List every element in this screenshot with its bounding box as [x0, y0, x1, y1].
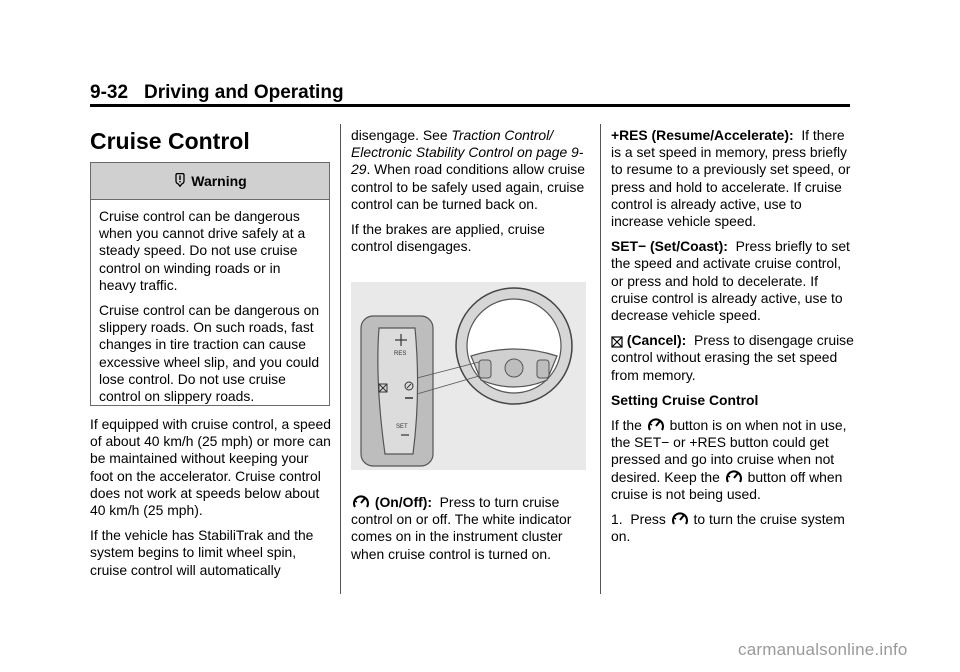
setting-text-c: button off when cruise is not being used. — [611, 468, 843, 502]
res-label: RES — [394, 351, 407, 357]
column-divider-1 — [340, 124, 341, 594]
setting-text-a: If the — [611, 417, 642, 434]
page-title: Cruise Control — [90, 128, 250, 154]
set-paragraph — [611, 238, 855, 324]
step-text-b: to turn the cruise system on. — [611, 511, 845, 545]
cruise-control-figure — [351, 282, 586, 470]
stabilitrak-paragraph: If the vehicle has StabiliTrak and the system begins to limit wheel spin, cruise control will automatically — [90, 527, 314, 578]
cruise-onoff-icon — [351, 494, 371, 510]
page-header — [90, 82, 344, 104]
warning-label: Warning — [191, 173, 247, 189]
warning-body — [91, 200, 329, 405]
res-label-text: +RES (Resume/Accelerate): — [611, 127, 794, 143]
warning-header — [91, 163, 329, 200]
setting-paragraph — [611, 417, 855, 503]
traction-control-link[interactable]: Traction Control/ Electronic Stability Control on page 9-29 — [351, 127, 584, 178]
onoff-label: (On/Off): — [374, 494, 432, 510]
res-paragraph — [611, 127, 855, 230]
intro-paragraph: If equipped with cruise control, a speed of about 40 km/h (25 mph) or more can be maintained without keeping your foot on the accelerator. Cruise control does not work at speeds below about 40 km/h (25 mph). — [90, 416, 331, 519]
cancel-icon — [611, 336, 623, 348]
set-text: Press briefly to set the speed and activate cruise control, or press and hold to decelerate. If cruise control is already active, use to decrease vehicle speed. — [611, 238, 850, 324]
disengage-paragraph — [351, 127, 589, 213]
step-1 — [611, 511, 855, 545]
onoff-text: Press to turn cruise control on or off. The white indicator comes on in the instrument cluster when cruise control is turned on. — [351, 494, 572, 562]
set-label-text: SET− (Set/Coast): — [611, 238, 728, 255]
cancel-text: Press to disengage cruise control without erasing the set speed from memory. — [611, 332, 854, 383]
warning-icon — [173, 173, 187, 189]
setting-heading: Setting Cruise Control — [611, 391, 759, 408]
cruise-onoff-icon — [670, 511, 690, 527]
warning-paragraph-1: Cruise control can be dangerous when you cannot drive safely at a steady speed. Do not use cruise control on winding roads or in heavy traffic. — [99, 208, 306, 293]
setting-text-b: button is on when not in use, the SET− or +RES button could get pressed and go into cruise when not desired. Keep the — [611, 417, 847, 485]
steering-wheel-illustration — [351, 282, 586, 470]
cancel-paragraph — [611, 332, 855, 384]
brakes-paragraph: If the brakes are applied, cruise control disengages. — [351, 221, 545, 255]
page-number: 9-32 — [90, 82, 129, 103]
header-rule — [90, 104, 850, 107]
set-label: SET — [396, 424, 408, 430]
disengage-text-2: . When road conditions allow cruise control to be safely used again, cruise control can be turned back on. — [351, 161, 585, 212]
disengage-text: disengage. See — [351, 127, 452, 143]
res-text: If there is a set speed in memory, press briefly to resume to a previously set speed, or press and hold to accelerate. If cruise control is already active, use to increase vehicle speed. — [611, 127, 851, 230]
step-number: 1. — [611, 511, 623, 528]
cancel-label: (Cancel): — [626, 332, 687, 349]
column-2 — [351, 127, 589, 263]
warning-paragraph-2: Cruise control can be dangerous on slippery roads. On such roads, fast changes in tire traction can cause excessive wheel slip, and you could lose control. Do not use cruise control on slippery roads. — [99, 302, 320, 405]
column-1 — [90, 416, 332, 587]
cruise-onoff-icon — [646, 417, 666, 433]
switch-panel — [378, 328, 418, 454]
section-title: Driving and Operating — [144, 82, 344, 103]
watermark: carmanualsonline.info — [738, 640, 908, 659]
column-3 — [611, 127, 855, 553]
onoff-paragraph — [351, 494, 591, 563]
warning-box — [90, 162, 330, 406]
step-text-a: Press — [630, 511, 666, 528]
cruise-onoff-icon — [724, 469, 744, 485]
column-divider-2 — [600, 124, 601, 594]
